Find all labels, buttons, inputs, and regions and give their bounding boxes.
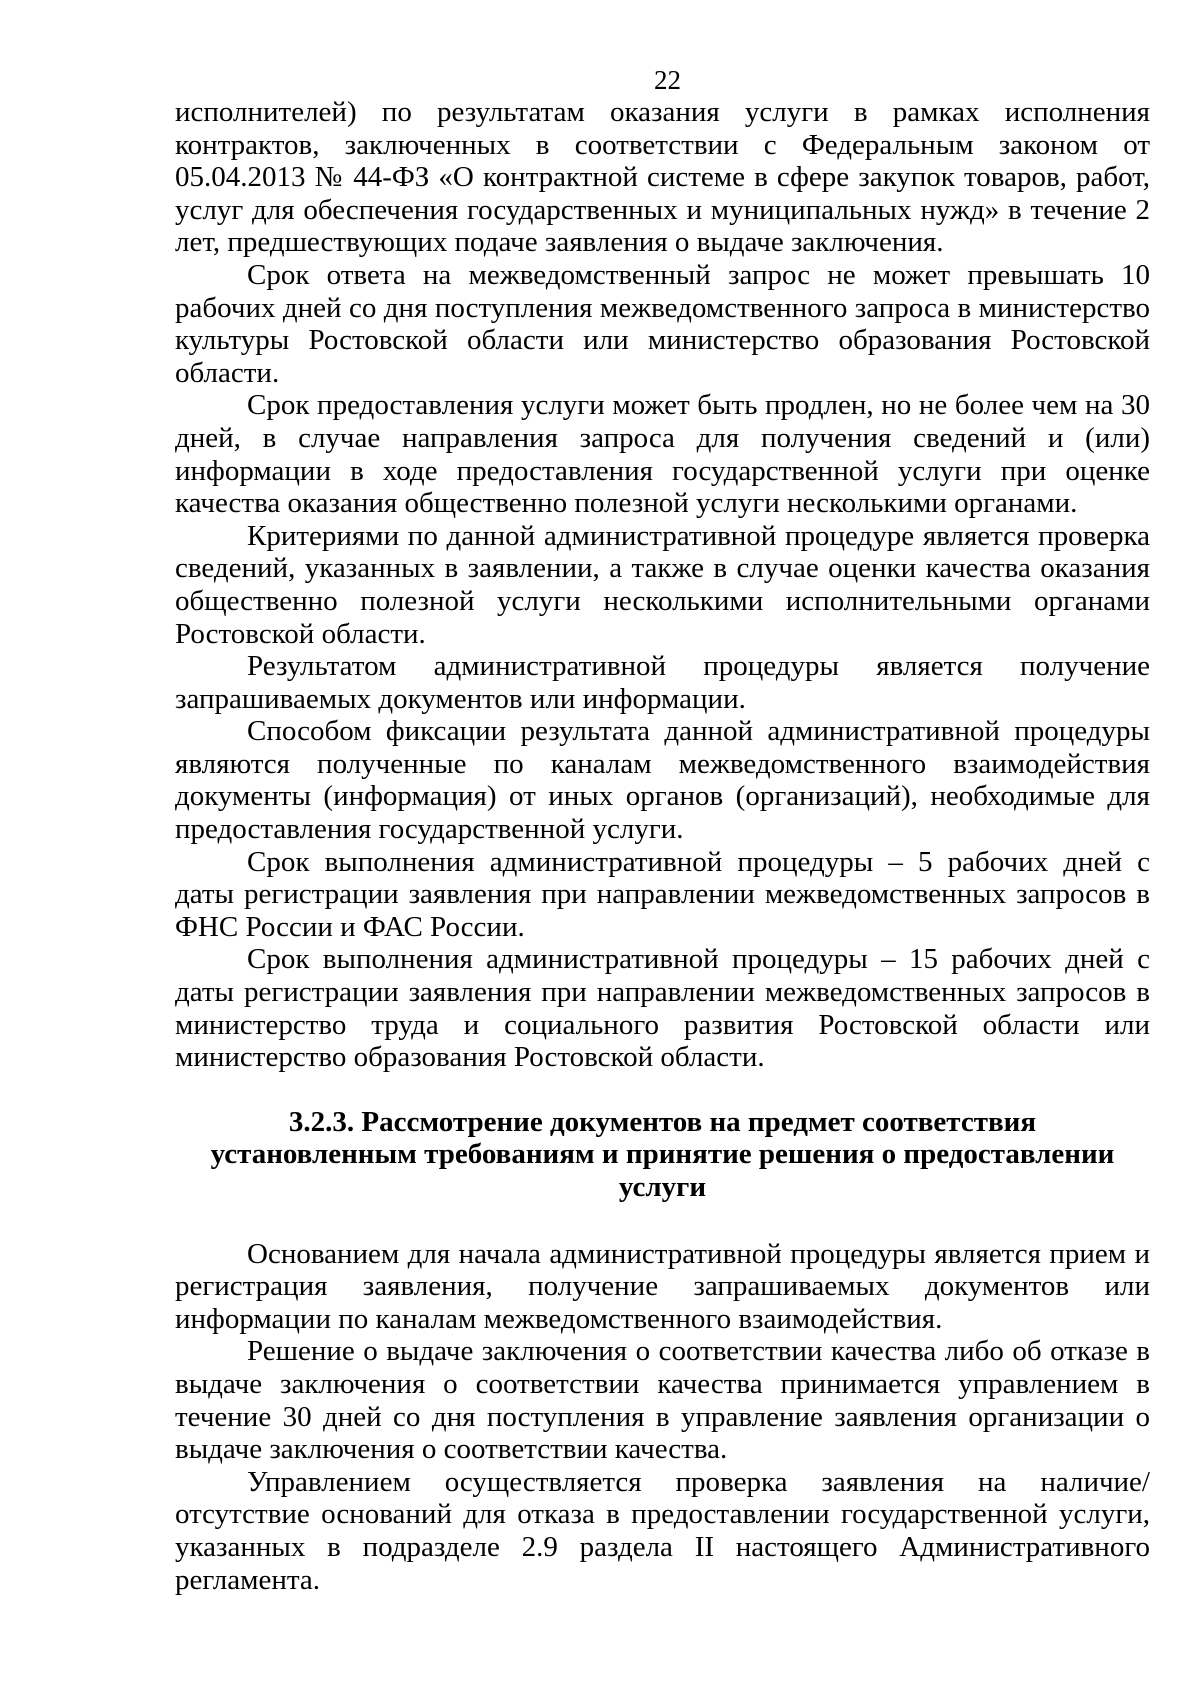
section-heading-line-2: установленным требованиям и принятие решения о предоставлении	[210, 1138, 1115, 1171]
page-number: 22	[654, 65, 681, 95]
paragraph-extension: Срок предоставления услуги может быть продлен, но не более чем на 30 дней, в случае направления запроса для получения сведений и (или) информации в ходе предоставления государственной услуги при оценке качества оказания общественно полезной услуги несколькими органами.	[175, 389, 1150, 520]
paragraph-criteria: Критериями по данной административной процедуре является проверка сведений, указанных в заявлении, а также в случае оценки качества оказания общественно полезной услуги несколькими исполнительными органами Ростовской области.	[175, 519, 1150, 650]
paragraph-result: Результатом административной процедуры является получение запрашиваемых документов или информации.	[175, 650, 1150, 715]
paragraph-fixation: Способом фиксации результата данной административной процедуры являются полученные по каналам межведомственного взаимодействия документы (информация) от иных органов (организаций), необходимые для предоставления государственной услуги.	[175, 715, 1150, 846]
paragraph-verification: Управлением осуществляется проверка заявления на наличие/отсутствие оснований для отказа в предоставлении государственной услуги, указанных в подразделе 2.9 раздела II настоящего Административного регламента.	[175, 1465, 1150, 1596]
section-heading-line-1: 3.2.3. Рассмотрение документов на предмет соответствия	[288, 1105, 1037, 1138]
paragraph-continuation: исполнителей) по результатам оказания услуги в рамках исполнения контрактов, заключенных в соответствии с Федеральным законом от 05.04.2013 № 44-ФЗ «О контрактной системе в сфере закупок товаров, работ, услуг для обеспечения государственных и муниципальных нужд» в течение 2 лет, предшествующих подаче заявления о выдаче заключения.	[175, 96, 1150, 259]
paragraph-term-15-days: Срок выполнения административной процедуры – 15 рабочих дней с даты регистрации заявления при направлении межведомственных запросов в министерство труда и социального развития Ростовской области или министерство образования Ростовской области.	[175, 943, 1150, 1074]
paragraph-response-deadline: Срок ответа на межведомственный запрос не может превышать 10 рабочих дней со дня поступления межведомственного запроса в министерство культуры Ростовской области или министерство образования Ростовской области.	[175, 258, 1150, 389]
paragraph-basis: Основанием для начала административной процедуры является прием и регистрация заявления, получение запрашиваемых документов или информации по каналам межведомственного взаимодействия.	[175, 1237, 1150, 1335]
paragraph-term-5-days: Срок выполнения административной процедуры – 5 рабочих дней с даты регистрации заявления при направлении межведомственных запросов в ФНС России и ФАС России.	[175, 845, 1150, 943]
paragraph-decision: Решение о выдаче заключения о соответствии качества либо об отказе в выдаче заключения о соответствии качества принимается управлением в течение 30 дней со дня поступления в управление заявления организации о выдаче заключения о соответствии качества.	[175, 1335, 1150, 1466]
section-heading	[175, 1106, 1150, 1204]
section-heading-line-3: услуги	[618, 1171, 707, 1203]
document-page	[175, 64, 1150, 1596]
